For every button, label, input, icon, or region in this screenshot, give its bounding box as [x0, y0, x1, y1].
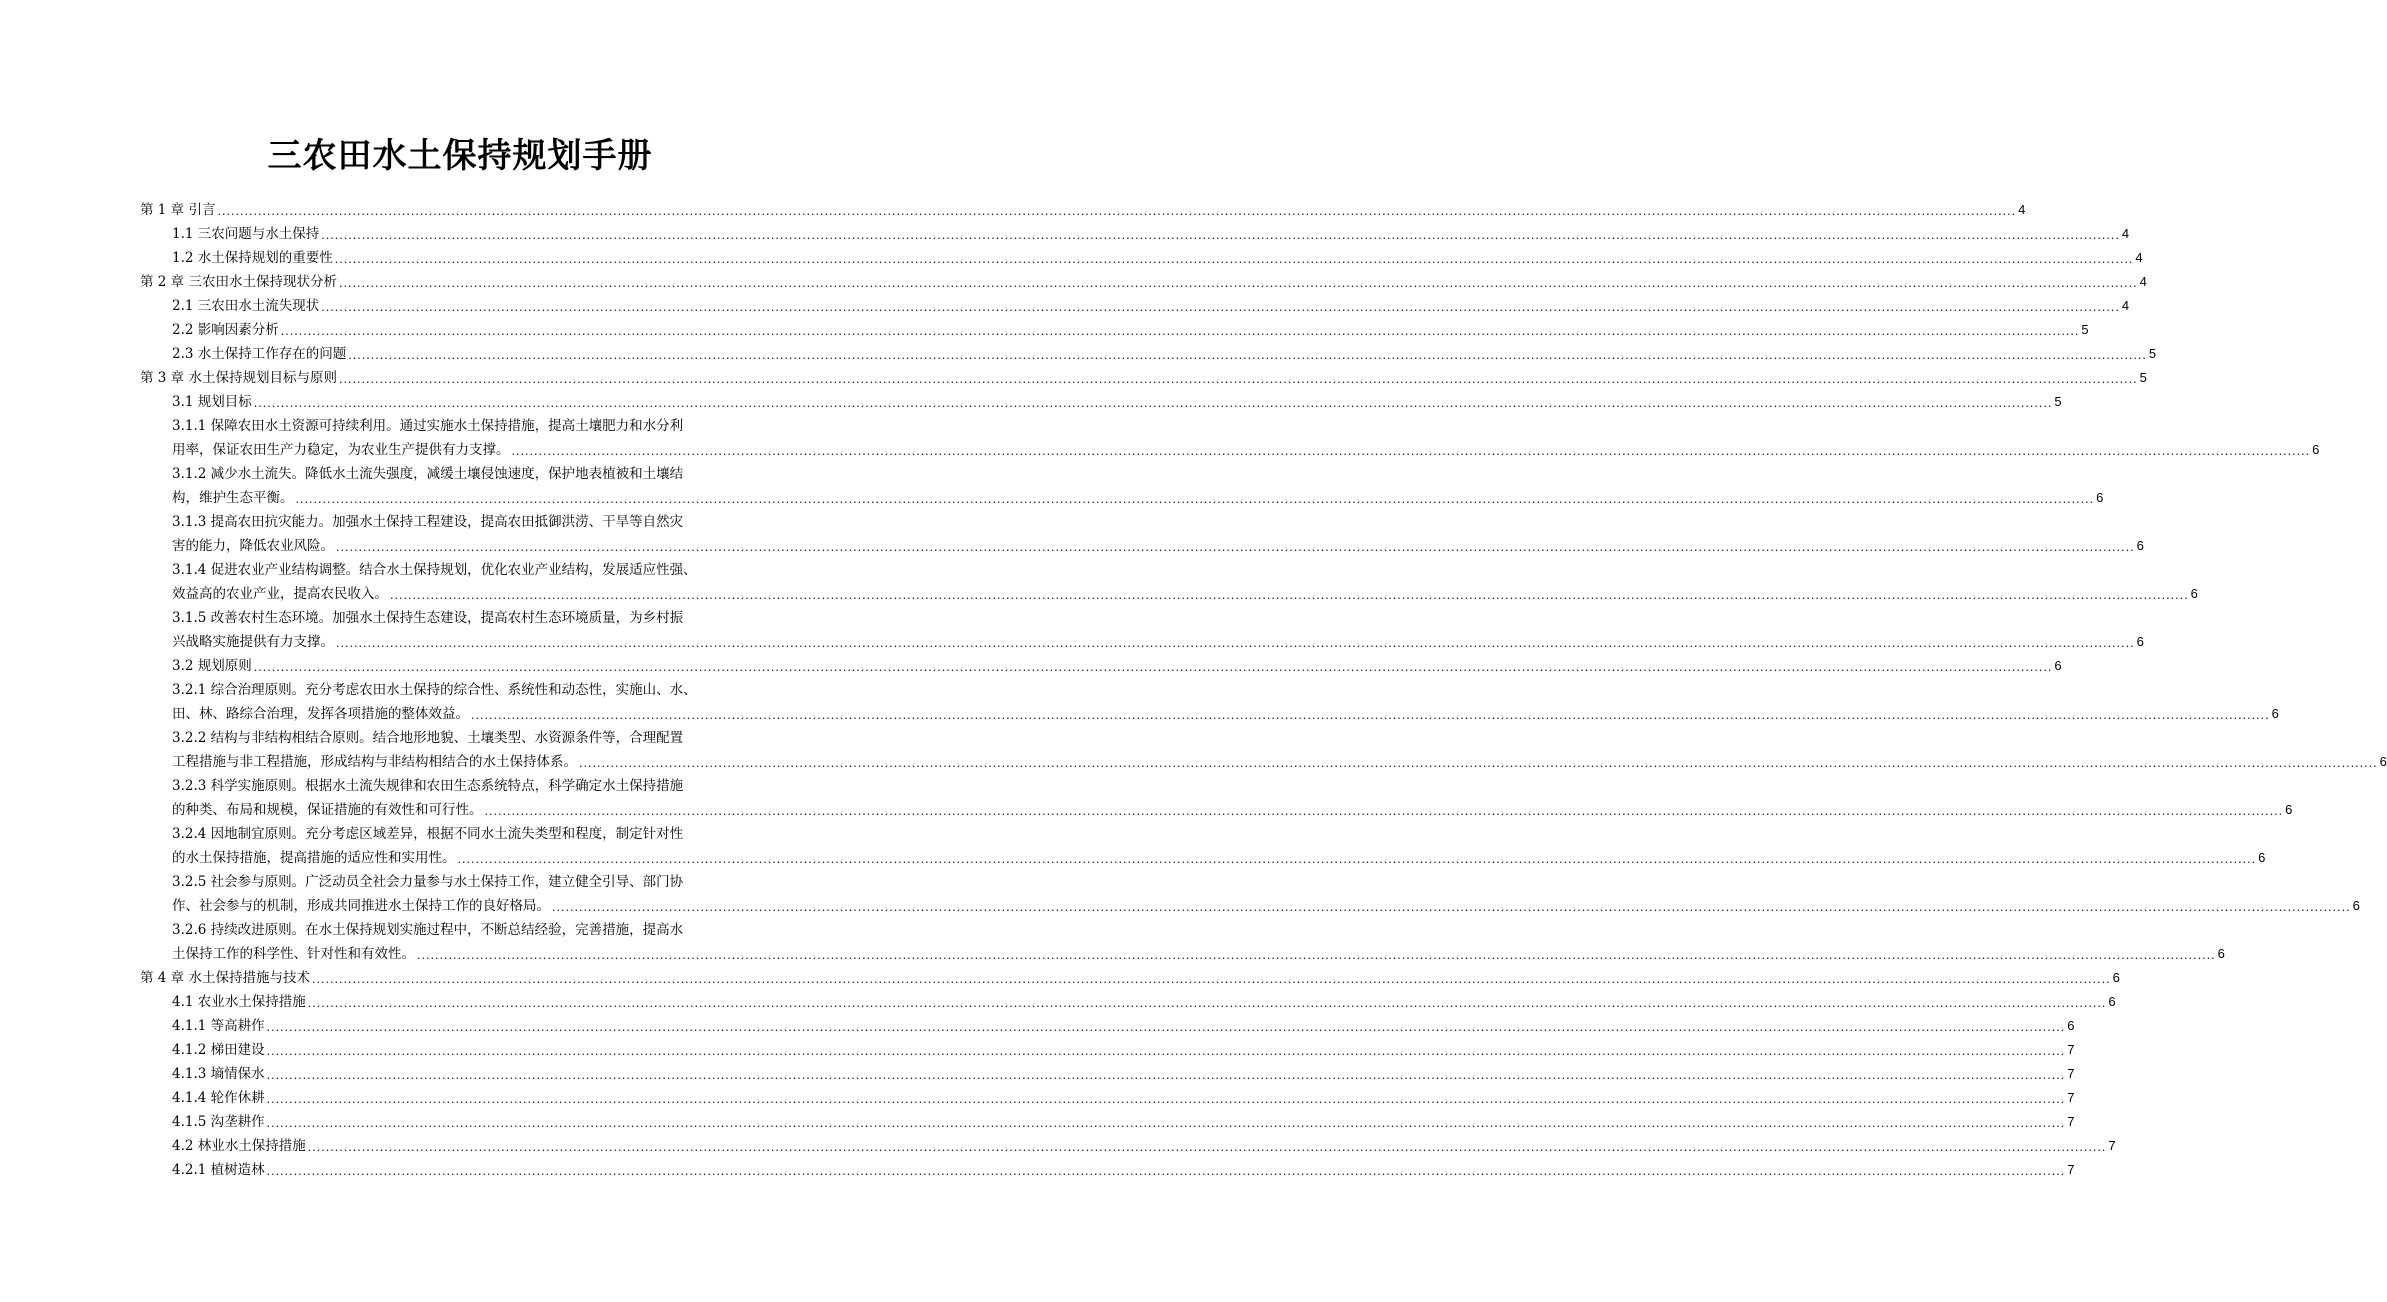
- dot-leader: ................................................................................................................................................................................................................................................................................................................................................................................................................: [321, 301, 2120, 314]
- toc-page-number: 5: [2081, 322, 2089, 337]
- toc-entry-text-line1: 3.2.5 社会参与原则。广泛动员全社会力量参与水土保持工作，建立健全引导、部门协: [172, 874, 684, 890]
- toc-entry[interactable]: [140, 318, 2089, 342]
- toc-entry-text: 效益高的农业产业，提高农民收入。: [172, 586, 388, 602]
- toc-entry-text-line1: 3.1.5 改善农村生态环境。加强水土保持生态建设，提高农村生态环境质量，为乡村振: [172, 610, 684, 626]
- toc-entry-text: 田、林、路综合治理，发挥各项措施的整体效益。: [172, 706, 469, 722]
- toc-entry[interactable]: [140, 1014, 2075, 1038]
- toc-entry-text: 第 4 章 水土保持措施与技术: [140, 970, 310, 986]
- toc-entry-text: 4.2.1 植树造林: [172, 1162, 265, 1178]
- toc-page-number: 6: [2096, 490, 2104, 505]
- dot-leader: ................................................................................................................................................................................................................................................................................................................................................................................................................: [217, 205, 2017, 218]
- toc-entry[interactable]: [140, 510, 2144, 558]
- toc-entry-text: 4.1.3 墒情保水: [172, 1066, 265, 1082]
- dot-leader: ................................................................................................................................................................................................................................................................................................................................................................................................................: [253, 397, 2053, 410]
- dot-leader: ................................................................................................................................................................................................................................................................................................................................................................................................................: [552, 901, 2351, 914]
- toc-entry[interactable]: [140, 1110, 2075, 1134]
- toc-entry[interactable]: [140, 774, 2293, 822]
- toc-entry-text: 1.1 三农问题与水土保持: [172, 226, 320, 242]
- dot-leader: ................................................................................................................................................................................................................................................................................................................................................................................................................: [338, 277, 2138, 290]
- toc-entry[interactable]: [140, 1038, 2075, 1062]
- dot-leader: ................................................................................................................................................................................................................................................................................................................................................................................................................: [307, 997, 2107, 1010]
- toc-page-number: 6: [2217, 946, 2225, 961]
- toc-entry-text-line1: 3.1.4 促进农业产业结构调整。结合水土保持规划，优化农业产业结构，发展适应性强、: [172, 562, 697, 578]
- table-of-contents: [140, 198, 2387, 1182]
- toc-entry[interactable]: [140, 726, 2387, 774]
- toc-entry-text: 4.1.2 梯田建设: [172, 1042, 265, 1058]
- toc-entry[interactable]: [140, 966, 2120, 990]
- toc-entry-text: 4.1.4 轮作休耕: [172, 1090, 265, 1106]
- toc-page-number: 7: [2067, 1090, 2075, 1105]
- toc-page-number: 6: [2136, 634, 2144, 649]
- toc-entry-text: 土保持工作的科学性、针对性和有效性。: [172, 946, 415, 962]
- dot-leader: ................................................................................................................................................................................................................................................................................................................................................................................................................: [307, 1141, 2107, 1154]
- dot-leader: ................................................................................................................................................................................................................................................................................................................................................................................................................: [336, 541, 2135, 554]
- toc-page-number: 7: [2067, 1114, 2075, 1129]
- toc-page-number: 6: [2379, 754, 2387, 769]
- dot-leader: ................................................................................................................................................................................................................................................................................................................................................................................................................: [280, 325, 2080, 338]
- toc-page-number: 7: [2067, 1162, 2075, 1177]
- toc-entry-text-line1: 3.2.6 持续改进原则。在水土保持规划实施过程中，不断总结经验，完善措施，提高水: [172, 922, 684, 938]
- toc-entry-text-line1: 3.2.2 结构与非结构相结合原则。结合地形地貌、土壤类型、水资源条件等，合理配置: [172, 730, 684, 746]
- toc-entry-text: 3.2 规划原则: [172, 658, 252, 674]
- toc-entry-text-line1: 3.2.4 因地制宜原则。充分考虑区域差异，根据不同水土流失类型和程度，制定针对性: [172, 826, 684, 842]
- toc-entry-text-line1: 3.1.2 减少水土流失。降低水土流失强度，减缓土壤侵蚀速度，保护地表植被和土壤结: [172, 466, 684, 482]
- toc-entry[interactable]: [140, 654, 2062, 678]
- toc-entry[interactable]: [140, 558, 2198, 606]
- dot-leader: ................................................................................................................................................................................................................................................................................................................................................................................................................: [348, 349, 2147, 362]
- toc-entry-text: 兴战略实施提供有力支撑。: [172, 634, 334, 650]
- toc-entry[interactable]: [140, 366, 2147, 390]
- toc-page-number: 6: [2190, 586, 2198, 601]
- toc-page-number: 6: [2067, 1018, 2075, 1033]
- dot-leader: ................................................................................................................................................................................................................................................................................................................................................................................................................: [338, 373, 2138, 386]
- toc-entry[interactable]: [140, 918, 2225, 966]
- toc-page-number: 6: [2136, 538, 2144, 553]
- toc-entry[interactable]: [140, 246, 2143, 270]
- toc-entry-text-line1: 3.2.1 综合治理原则。充分考虑农田水土保持的综合性、系统性和动态性，实施山、水、: [172, 682, 697, 698]
- toc-page-number: 5: [2148, 346, 2157, 361]
- dot-leader: ................................................................................................................................................................................................................................................................................................................................................................................................................: [484, 805, 2284, 818]
- toc-entry-text: 第 3 章 水土保持规划目标与原则: [140, 370, 337, 386]
- toc-page-number: 4: [2139, 274, 2147, 289]
- dot-leader: ................................................................................................................................................................................................................................................................................................................................................................................................................: [336, 637, 2135, 650]
- toc-page-number: 7: [2067, 1042, 2075, 1057]
- toc-entry[interactable]: [140, 414, 2320, 462]
- toc-entry-text-line1: 3.2.3 科学实施原则。根据水土流失规律和农田生态系统特点，科学确定水土保持措施: [172, 778, 684, 794]
- toc-entry-text: 3.1 规划目标: [172, 394, 252, 410]
- toc-entry[interactable]: [140, 990, 2116, 1014]
- toc-entry[interactable]: [140, 1062, 2075, 1086]
- toc-entry-text: 的水土保持措施，提高措施的适应性和实用性。: [172, 850, 456, 866]
- toc-entry-text: 第 2 章 三农田水土保持现状分析: [140, 274, 337, 290]
- dot-leader: ................................................................................................................................................................................................................................................................................................................................................................................................................: [390, 589, 2189, 602]
- dot-leader: ................................................................................................................................................................................................................................................................................................................................................................................................................: [334, 253, 2134, 266]
- dot-leader: ................................................................................................................................................................................................................................................................................................................................................................................................................: [321, 229, 2120, 242]
- dot-leader: ................................................................................................................................................................................................................................................................................................................................................................................................................: [311, 973, 2111, 986]
- toc-entry[interactable]: [140, 1086, 2075, 1110]
- dot-leader: ................................................................................................................................................................................................................................................................................................................................................................................................................: [579, 757, 2378, 770]
- toc-entry[interactable]: [140, 270, 2147, 294]
- toc-entry[interactable]: [140, 222, 2130, 246]
- toc-entry-text: 害的能力，降低农业风险。: [172, 538, 334, 554]
- toc-entry-text: 作、社会参与的机制，形成共同推进水土保持工作的良好格局。: [172, 898, 550, 914]
- dot-leader: ................................................................................................................................................................................................................................................................................................................................................................................................................: [266, 1045, 2066, 1058]
- toc-entry-text: 4.1 农业水土保持措施: [172, 994, 306, 1010]
- page-title: 三农田水土保持规划手册: [267, 136, 653, 176]
- dot-leader: ................................................................................................................................................................................................................................................................................................................................................................................................................: [266, 1021, 2066, 1034]
- toc-entry[interactable]: [140, 198, 2026, 222]
- toc-entry-text: 1.2 水土保持规划的重要性: [172, 250, 333, 266]
- toc-page-number: 4: [2135, 250, 2143, 265]
- toc-page-number: 5: [2139, 370, 2147, 385]
- toc-entry[interactable]: [140, 822, 2266, 870]
- toc-entry-text: 2.1 三农田水土流失现状: [172, 298, 320, 314]
- toc-page-number: 4: [2121, 298, 2130, 313]
- toc-entry-text: 用率，保证农田生产力稳定，为农业生产提供有力支撑。: [172, 442, 510, 458]
- toc-entry-text: 的种类、布局和规模，保证措施的有效性和可行性。: [172, 802, 483, 818]
- toc-page-number: 6: [2312, 442, 2320, 457]
- dot-leader: ................................................................................................................................................................................................................................................................................................................................................................................................................: [511, 445, 2311, 458]
- toc-entry-text-line1: 3.1.1 保障农田水土资源可持续利用。通过实施水土保持措施，提高土壤肥力和水分利: [172, 418, 684, 434]
- toc-entry-text: 工程措施与非工程措施，形成结构与非结构相结合的水土保持体系。: [172, 754, 577, 770]
- toc-entry-text: 第 1 章 引言: [140, 202, 216, 218]
- dot-leader: ................................................................................................................................................................................................................................................................................................................................................................................................................: [266, 1093, 2066, 1106]
- toc-page-number: 6: [2285, 802, 2293, 817]
- toc-page-number: 7: [2067, 1066, 2075, 1081]
- toc-page-number: 5: [2054, 394, 2062, 409]
- toc-page-number: 6: [2108, 994, 2116, 1009]
- toc-entry[interactable]: [140, 294, 2130, 318]
- toc-entry[interactable]: [140, 462, 2104, 510]
- toc-entry[interactable]: [140, 342, 2157, 366]
- toc-page-number: 4: [2018, 202, 2026, 217]
- toc-entry-text-line1: 3.1.3 提高农田抗灾能力。加强水土保持工程建设，提高农田抵御洪涝、干旱等自然灾: [172, 514, 684, 530]
- toc-page-number: 6: [2258, 850, 2266, 865]
- dot-leader: ................................................................................................................................................................................................................................................................................................................................................................................................................: [266, 1069, 2066, 1082]
- toc-entry-text: 4.1.5 沟垄耕作: [172, 1114, 265, 1130]
- toc-entry[interactable]: [140, 1134, 2116, 1158]
- toc-page-number: 6: [2112, 970, 2120, 985]
- toc-entry-text: 4.2 林业水土保持措施: [172, 1138, 306, 1154]
- toc-entry[interactable]: [140, 390, 2062, 414]
- toc-page-number: 6: [2352, 898, 2360, 913]
- toc-entry[interactable]: [140, 606, 2144, 654]
- dot-leader: ................................................................................................................................................................................................................................................................................................................................................................................................................: [253, 661, 2053, 674]
- dot-leader: ................................................................................................................................................................................................................................................................................................................................................................................................................: [417, 949, 2216, 962]
- toc-entry[interactable]: [140, 1158, 2075, 1182]
- dot-leader: ................................................................................................................................................................................................................................................................................................................................................................................................................: [295, 493, 2095, 506]
- toc-entry-text: 4.1.1 等高耕作: [172, 1018, 265, 1034]
- toc-page-number: 6: [2054, 658, 2062, 673]
- dot-leader: ................................................................................................................................................................................................................................................................................................................................................................................................................: [457, 853, 2257, 866]
- dot-leader: ................................................................................................................................................................................................................................................................................................................................................................................................................: [266, 1117, 2066, 1130]
- toc-entry[interactable]: [140, 870, 2360, 918]
- toc-entry-text: 2.3 水土保持工作存在的问题: [172, 346, 347, 362]
- toc-page-number: 7: [2108, 1138, 2116, 1153]
- dot-leader: ................................................................................................................................................................................................................................................................................................................................................................................................................: [471, 709, 2270, 722]
- toc-entry-text: 构，维护生态平衡。: [172, 490, 294, 506]
- dot-leader: ................................................................................................................................................................................................................................................................................................................................................................................................................: [266, 1165, 2066, 1178]
- toc-page-number: 6: [2271, 706, 2279, 721]
- toc-entry[interactable]: [140, 678, 2279, 726]
- toc-entry-text: 2.2 影响因素分析: [172, 322, 279, 338]
- toc-page-number: 4: [2121, 226, 2130, 241]
